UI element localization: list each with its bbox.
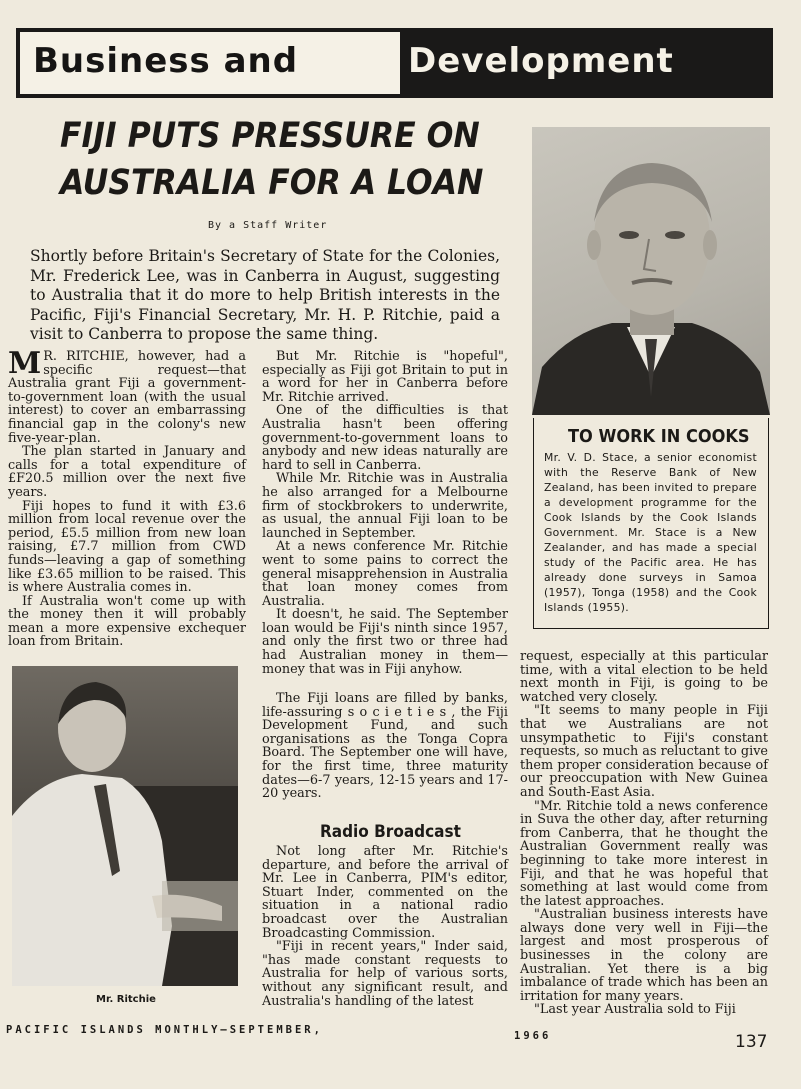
paragraph: Fiji hopes to fund it with £3.6 million from local revenue over the period, £5.5 million from new loan raising, £7.7 million from CWD funds—leaving a gap of something like £3.65 million to be raised. This is where Australia comes in. bbox=[8, 498, 246, 596]
intro-paragraph: Shortly before Britain's Secretary of State for the Colonies, Mr. Frederick Lee, was in Canberra in August, suggesting to Australia that it do more to help British interests in the Pacific, Fiji's Financial Secretary, Mr. H. P. Ritchie, paid a visit to Canberra to propose the same thing. bbox=[30, 247, 500, 343]
paragraph: M R. RITCHIE, however, had a specific request—that Australia grant Fiji a government-to-government loan (with the usual interest) to cover an embarrassing financial gap in the colony's new five-year-plan. bbox=[8, 346, 246, 446]
stace-caption-text: Mr. V. D. Stace, a senior economist with the Reserve Bank of New Zealand, has been invited to prepare a development programme for the Cook Islands by the Cook Islands Government. Mr. Stace is a New Zealander, and has made a special study of the Pacific area. He has already done surveys in Samoa (1957), Tonga (1958) and the Cook Islands (1955). bbox=[544, 451, 757, 614]
ritchie-illustration bbox=[12, 666, 238, 986]
masthead-business: Business and bbox=[33, 41, 299, 81]
paragraph: "Last year Australia sold to Fiji bbox=[534, 1002, 736, 1018]
article-column-2 bbox=[262, 350, 508, 676]
ritchie-caption: Mr. Ritchie bbox=[96, 994, 156, 1005]
article-column-2-continued bbox=[262, 692, 508, 801]
paragraph: "It seems to many people in Fiji that we Australians are not unsympathetic to Fiji's constant requests, so much as reluctant to give them proper consideration because of our preoccupation with New Guinea and South-East Asia. bbox=[520, 703, 768, 800]
byline: By a Staff Writer bbox=[208, 220, 328, 231]
paragraph: It doesn't, he said. The September loan would be Fiji's ninth since 1957, and only the first two or three had had Australian money in them—money that was in Fiji anyhow. bbox=[262, 607, 508, 677]
paragraph: request, especially at this particular time, with a vital election to be held next month in Fiji, is going to be watched very closely. bbox=[520, 649, 768, 705]
article-column-1 bbox=[8, 346, 246, 650]
paragraph: If Australia won't come up with the money then it will probably mean a more expensive exchequer loan from Britain. bbox=[8, 593, 246, 650]
portrait-illustration bbox=[532, 127, 770, 415]
paragraph: Not long after Mr. Ritchie's departure, and before the arrival of Mr. Lee in Canberra, PIM's editor, Stuart Inder, commented on the situation in a national radio broadcast over the Australian Broadcasting Commission. bbox=[262, 844, 508, 941]
article-column-3 bbox=[520, 650, 768, 1017]
paragraph: While Mr. Ritchie was in Australia he also arranged for a Melbourne firm of stockbrokers to underwrite, as usual, the annual Fiji loan to be launched in September. bbox=[262, 471, 508, 541]
paragraph: "Australian business interests have always done very well in Fiji—the largest and most prosperous of businesses in the colony are Australian. Yet there is a big imbalance of trade which has been an irritation for many years. bbox=[520, 907, 768, 1004]
stace-portrait-photo bbox=[532, 127, 770, 415]
masthead-development: Development bbox=[408, 41, 674, 81]
drop-cap: M bbox=[8, 346, 42, 381]
radio-broadcast-heading: Radio Broadcast bbox=[320, 822, 461, 842]
paragraph: The Fiji loans are filled by banks, life-assuring s o c i e t i e s , the Fiji Development Fund, and such organisations as the Tonga Copra Board. The September one will have, for the first time, three maturity dates—6-7 years, 12-15 years and 17-20 years. bbox=[262, 691, 508, 802]
radio-broadcast-text bbox=[262, 845, 508, 1008]
footer-year: 1966 bbox=[514, 1030, 552, 1042]
paragraph: One of the difficulties is that Australia hasn't been offering government-to-government loans to anybody and new ideas naturally are hard to sell in Canberra. bbox=[262, 403, 508, 473]
paragraph: But Mr. Ritchie is "hopeful", especially as Fiji got Britain to put in a word for her in Canberra before Mr. Ritchie arrived. bbox=[262, 349, 508, 405]
paragraph: At a news conference Mr. Ritchie went to some pains to correct the general misapprehension in Australia that loan money comes from Australia. bbox=[262, 539, 508, 609]
paragraph: "Mr. Ritchie told a news conference in Suva the other day, after returning from Canberra, that he thought the Australian Government really was beginning to take more interest in Fiji, and that he was hopeful that something at last would come from the latest approaches. bbox=[520, 798, 768, 909]
ritchie-photo bbox=[12, 666, 238, 986]
paragraph: The plan started in January and calls for a total expenditure of £F20.5 million over the next five years. bbox=[8, 444, 246, 500]
footer-publication: PACIFIC ISLANDS MONTHLY—SEPTEMBER, bbox=[6, 1024, 323, 1036]
paragraph: "Fiji in recent years," Inder said, "has made constant requests to Australia for help of various sorts, without any significant result, and Australia's handling of the latest bbox=[262, 939, 508, 1009]
headline: FIJI PUTS PRESSURE ON AUSTRALIA FOR A LOAN bbox=[60, 116, 484, 203]
page-number: 137 bbox=[735, 1032, 768, 1052]
stace-heading: TO WORK IN COOKS bbox=[568, 426, 750, 447]
